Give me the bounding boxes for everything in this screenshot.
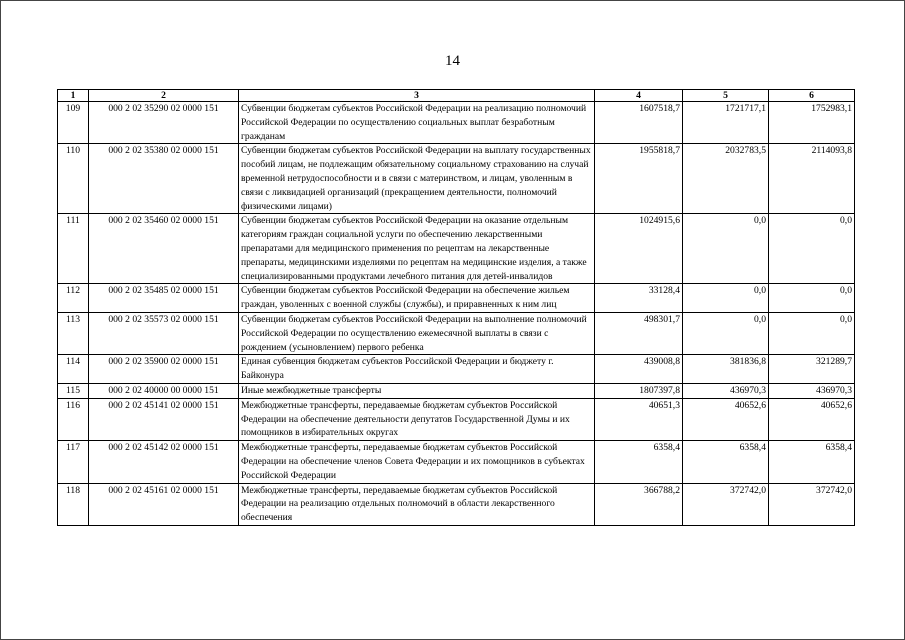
header-cell: 3 <box>239 90 595 102</box>
table-row <box>58 284 855 313</box>
amount-col4: 6358,4 <box>595 441 683 483</box>
amount-col6: 2114093,8 <box>769 144 855 214</box>
row-description: Субвенции бюджетам субъектов Российской Федерации на выполнение полномочий Российской Федерации по осуществлению ежемесячной выплаты в связи с рождением (усыновлением) первого ребенка <box>239 312 595 354</box>
amount-col4: 439008,8 <box>595 355 683 384</box>
amount-col5: 40652,6 <box>683 398 769 440</box>
header-cell: 2 <box>89 90 239 102</box>
amount-col4: 1024915,6 <box>595 214 683 284</box>
amount-col6: 321289,7 <box>769 355 855 384</box>
row-number: 111 <box>58 214 89 284</box>
amount-col6: 372742,0 <box>769 483 855 525</box>
table-row <box>58 483 855 525</box>
row-number: 113 <box>58 312 89 354</box>
row-description: Единая субвенция бюджетам субъектов Российской Федерации и бюджету г. Байконура <box>239 355 595 384</box>
budget-table <box>57 89 855 526</box>
amount-col5: 381836,8 <box>683 355 769 384</box>
amount-col6: 436970,3 <box>769 383 855 398</box>
row-description: Межбюджетные трансферты, передаваемые бюджетам субъектов Российской Федерации на реализацию отдельных полномочий в области лекарственного обеспечения <box>239 483 595 525</box>
amount-col6: 40652,6 <box>769 398 855 440</box>
budget-code: 000 2 02 45161 02 0000 151 <box>89 483 239 525</box>
header-row <box>58 90 855 102</box>
amount-col6: 0,0 <box>769 214 855 284</box>
row-description: Межбюджетные трансферты, передаваемые бюджетам субъектов Российской Федерации на обеспечение деятельности депутатов Государственной Думы и их помощников в избирательных округах <box>239 398 595 440</box>
amount-col4: 366788,2 <box>595 483 683 525</box>
amount-col5: 0,0 <box>683 312 769 354</box>
header-cell: 5 <box>683 90 769 102</box>
amount-col4: 33128,4 <box>595 284 683 313</box>
budget-code: 000 2 02 45141 02 0000 151 <box>89 398 239 440</box>
amount-col5: 0,0 <box>683 284 769 313</box>
table-row <box>58 102 855 144</box>
budget-code: 000 2 02 45142 02 0000 151 <box>89 441 239 483</box>
row-number: 110 <box>58 144 89 214</box>
row-number: 114 <box>58 355 89 384</box>
amount-col6: 1752983,1 <box>769 102 855 144</box>
header-cell: 4 <box>595 90 683 102</box>
row-description: Субвенции бюджетам субъектов Российской Федерации на выплату государственных пособий лицам, не подлежащим обязательному социальному страхованию на случай временной нетрудоспособности и в связи с материнством, и лицам, уволенным в связи с ликвидацией организаций (прекращением деятельности, полномочий физическими лицами) <box>239 144 595 214</box>
row-description: Субвенции бюджетам субъектов Российской Федерации на оказание отдельным категориям граждан социальной услуги по обеспечению лекарственными препаратами для медицинского применения по рецептам на лекарственные препараты, медицинскими изделиями по рецептам на медицинские изделия, а также специализированными продуктами лечебного питания для детей-инвалидов <box>239 214 595 284</box>
table-row <box>58 355 855 384</box>
row-number: 116 <box>58 398 89 440</box>
amount-col4: 1955818,7 <box>595 144 683 214</box>
amount-col5: 1721717,1 <box>683 102 769 144</box>
row-number: 118 <box>58 483 89 525</box>
row-description: Межбюджетные трансферты, передаваемые бюджетам субъектов Российской Федерации на обеспечение членов Совета Федерации и их помощников в субъектах Российской Федерации <box>239 441 595 483</box>
budget-code: 000 2 02 35573 02 0000 151 <box>89 312 239 354</box>
budget-code: 000 2 02 35290 02 0000 151 <box>89 102 239 144</box>
row-number: 109 <box>58 102 89 144</box>
amount-col4: 1807397,8 <box>595 383 683 398</box>
budget-code: 000 2 02 35460 02 0000 151 <box>89 214 239 284</box>
amount-col5: 436970,3 <box>683 383 769 398</box>
row-number: 117 <box>58 441 89 483</box>
budget-code: 000 2 02 35380 02 0000 151 <box>89 144 239 214</box>
row-description: Субвенции бюджетам субъектов Российской Федерации на реализацию полномочий Российской Федерации по осуществлению социальных выплат безработным гражданам <box>239 102 595 144</box>
table-row <box>58 144 855 214</box>
budget-code: 000 2 02 35900 02 0000 151 <box>89 355 239 384</box>
amount-col4: 40651,3 <box>595 398 683 440</box>
amount-col4: 498301,7 <box>595 312 683 354</box>
amount-col5: 6358,4 <box>683 441 769 483</box>
page-number: 14 <box>445 53 460 69</box>
row-description: Иные межбюджетные трансферты <box>239 383 595 398</box>
amount-col6: 6358,4 <box>769 441 855 483</box>
table-row <box>58 398 855 440</box>
row-description: Субвенции бюджетам субъектов Российской Федерации на обеспечение жильем граждан, уволенных с военной службы (службы), и приравненных к ним лиц <box>239 284 595 313</box>
table-row <box>58 441 855 483</box>
amount-col6: 0,0 <box>769 284 855 313</box>
table-row <box>58 383 855 398</box>
amount-col5: 372742,0 <box>683 483 769 525</box>
header-cell: 1 <box>58 90 89 102</box>
amount-col5: 0,0 <box>683 214 769 284</box>
amount-col6: 0,0 <box>769 312 855 354</box>
amount-col4: 1607518,7 <box>595 102 683 144</box>
header-cell: 6 <box>769 90 855 102</box>
row-number: 115 <box>58 383 89 398</box>
budget-code: 000 2 02 35485 02 0000 151 <box>89 284 239 313</box>
table-row <box>58 312 855 354</box>
amount-col5: 2032783,5 <box>683 144 769 214</box>
budget-code: 000 2 02 40000 00 0000 151 <box>89 383 239 398</box>
table-row <box>58 214 855 284</box>
row-number: 112 <box>58 284 89 313</box>
